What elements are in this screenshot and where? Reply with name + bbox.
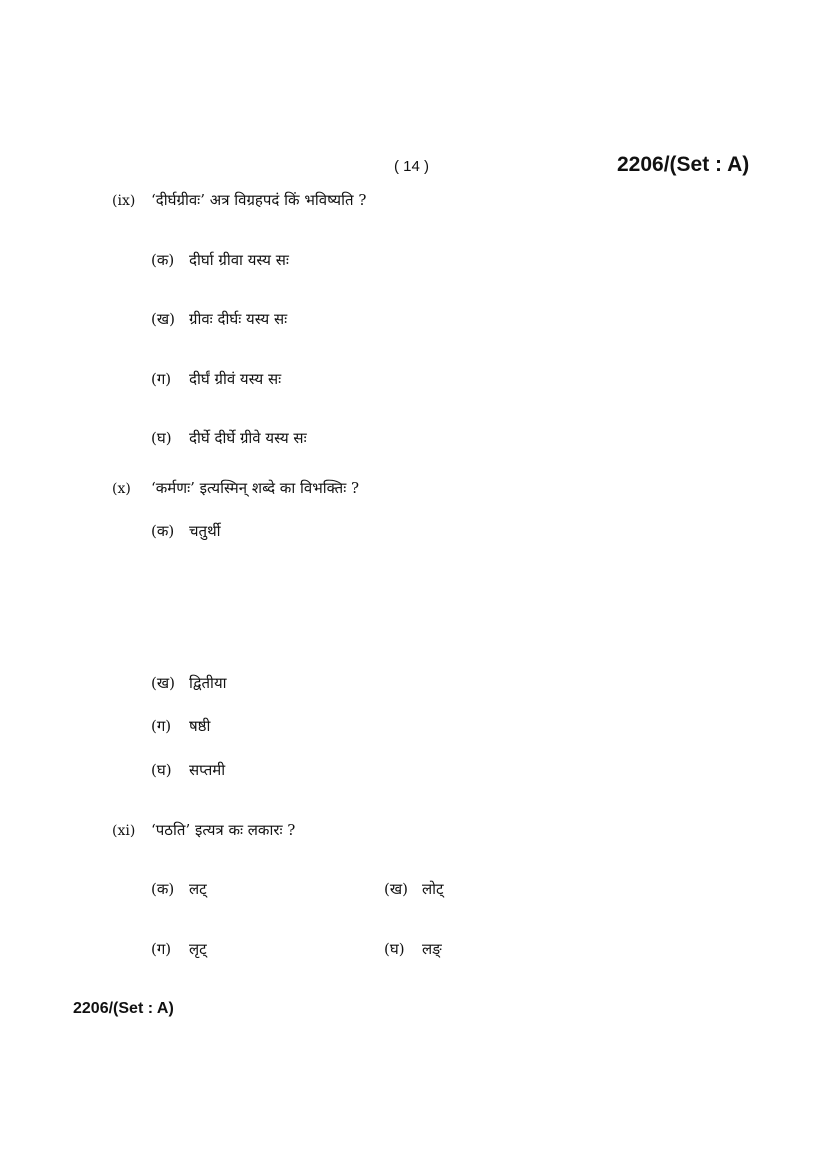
option-text: सप्तमी (189, 761, 226, 779)
option-label: (घ) (151, 429, 172, 447)
option-label: (क) (151, 522, 175, 540)
option-text: लोट् (422, 880, 444, 898)
question-number: (ix) (112, 193, 136, 209)
paper-code-header: 2206/(Set : A) (617, 153, 750, 176)
option-label: (ख) (151, 310, 175, 328)
option-text: लट् (189, 880, 207, 898)
question-text: ‘दीर्घग्रीवः’ अत्र विग्रहपदं किं भविष्यति ? (151, 191, 367, 209)
option-label: (ग) (151, 717, 172, 735)
option-label: (ख) (151, 674, 175, 692)
option-label: (घ) (151, 761, 172, 779)
question-number: (x) (112, 481, 131, 497)
option-label: (ग) (151, 370, 172, 388)
option-text: द्वितीया (189, 674, 227, 692)
question-text: ‘कर्मणः’ इत्यस्मिन् शब्दे का विभक्तिः ? (151, 479, 360, 497)
option-text: दीर्घे दीर्घे ग्रीवे यस्य सः (189, 429, 307, 447)
option-label: (घ) (384, 940, 405, 958)
option-text: चतुर्थी (189, 522, 221, 540)
option-label: (ख) (384, 880, 408, 898)
option-text: षष्ठी (189, 717, 211, 735)
question-number: (xi) (112, 823, 136, 839)
option-text: ग्रीवः दीर्घः यस्य सः (189, 310, 288, 328)
option-text: दीर्घं ग्रीवं यस्य सः (189, 370, 282, 388)
option-text: लृट् (189, 940, 207, 958)
option-label: (क) (151, 251, 175, 269)
paper-code-footer: 2206/(Set : A) (73, 1000, 174, 1017)
question-text: ‘पठति’ इत्यत्र कः लकारः ? (151, 821, 296, 839)
option-label: (ग) (151, 940, 172, 958)
option-text: दीर्घा ग्रीवा यस्य सः (189, 251, 289, 269)
option-label: (क) (151, 880, 175, 898)
option-text: लङ् (422, 940, 442, 958)
page-number: ( 14 ) (394, 158, 430, 175)
